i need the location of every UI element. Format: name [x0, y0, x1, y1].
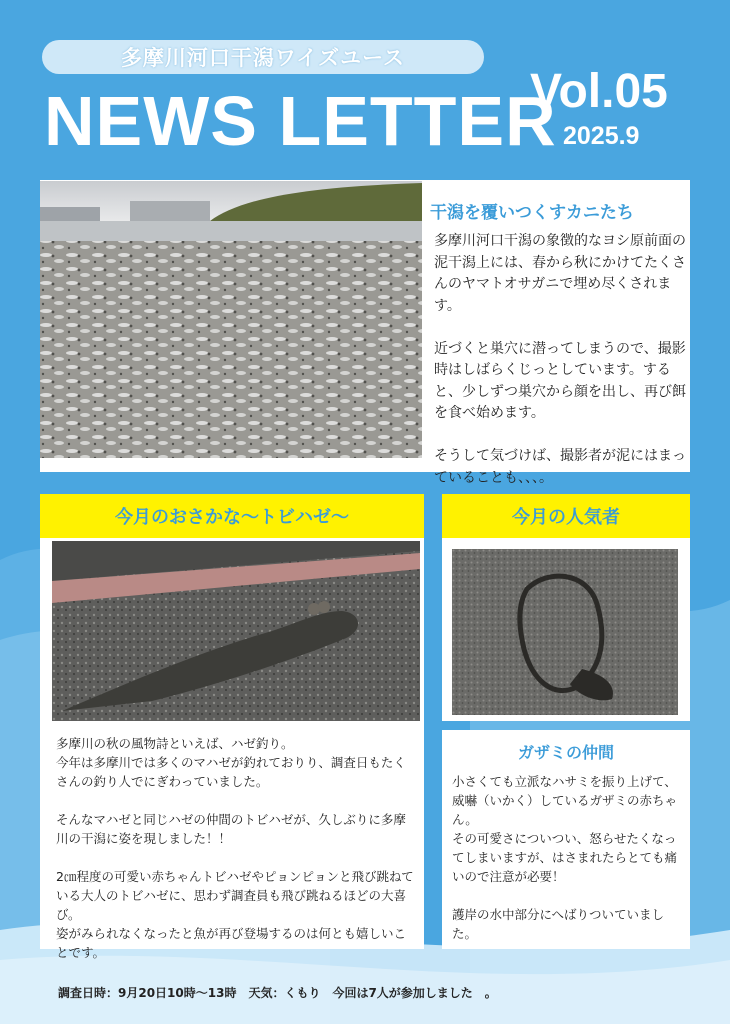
fish-body: 多摩川の秋の風物詩といえば、ハゼ釣り。 今年は多摩川では多くのマハゼが釣れておりり、調査日もたくさんの釣り人でにぎわっていました。 そんなマハゼと同じハゼの仲間のトビハゼが、久しぶりに多摩川の干潟に姿を現しました！！ 2㎝程度の可愛い赤ちゃんトビハゼやピョンピョンと飛び跳ねている大人のトビハゼに、思わず調査員も飛び跳ねるほどの大喜び。 姿がみられなくなったと魚が再び登場するのは何とも嬉しいことです。 [56, 736, 414, 960]
volume-number: Vol.05 [530, 65, 668, 118]
fish-heading: 今月のおさかな～トビハゼ～ [40, 494, 424, 538]
popular-body: 小さくても立派なハサミを振り上げて、威嚇（いかく）しているガザミの赤ちゃん。 その可愛さについつい、怒らせたくなってしまいますが、はさまれたらとても痛いので注意が必要！ 護岸の水中部分にへばりついていました。 [452, 774, 678, 941]
feature-heading: 干潟を覆いつくすカニたち [430, 203, 634, 223]
newsletter-title: NEWS LETTER [44, 82, 557, 160]
mudskipper-photo [52, 541, 420, 721]
issue-date: 2025.9 [563, 122, 640, 150]
feature-body: 多摩川河口干潟の象徴的なヨシ原前面の泥干潟上には、春から秋にかけてたくさんのヤマトオサガニで埋め尽くされます。 近づくと巣穴に潜ってしまうので、撮影時はしばらくじっとしています。すると、少しずつ巣穴から顔を出し、再び餌を食べ始めます。 そうして気づけば、撮影者が泥にはまっていることも、、、。 [434, 233, 686, 486]
series-title-pill: 多摩川河口干潟ワイズユース [42, 40, 484, 74]
popular-heading: 今月の人気者 [442, 494, 690, 538]
mudflat-crab-photo [40, 181, 422, 458]
survey-info-footer: 調査日時：9月20日10時～13時 天気：くもり 今回は7人が参加しました 。 [58, 986, 497, 1000]
popular-subheading: ガザミの仲間 [517, 743, 614, 762]
crab-photo [452, 549, 678, 715]
